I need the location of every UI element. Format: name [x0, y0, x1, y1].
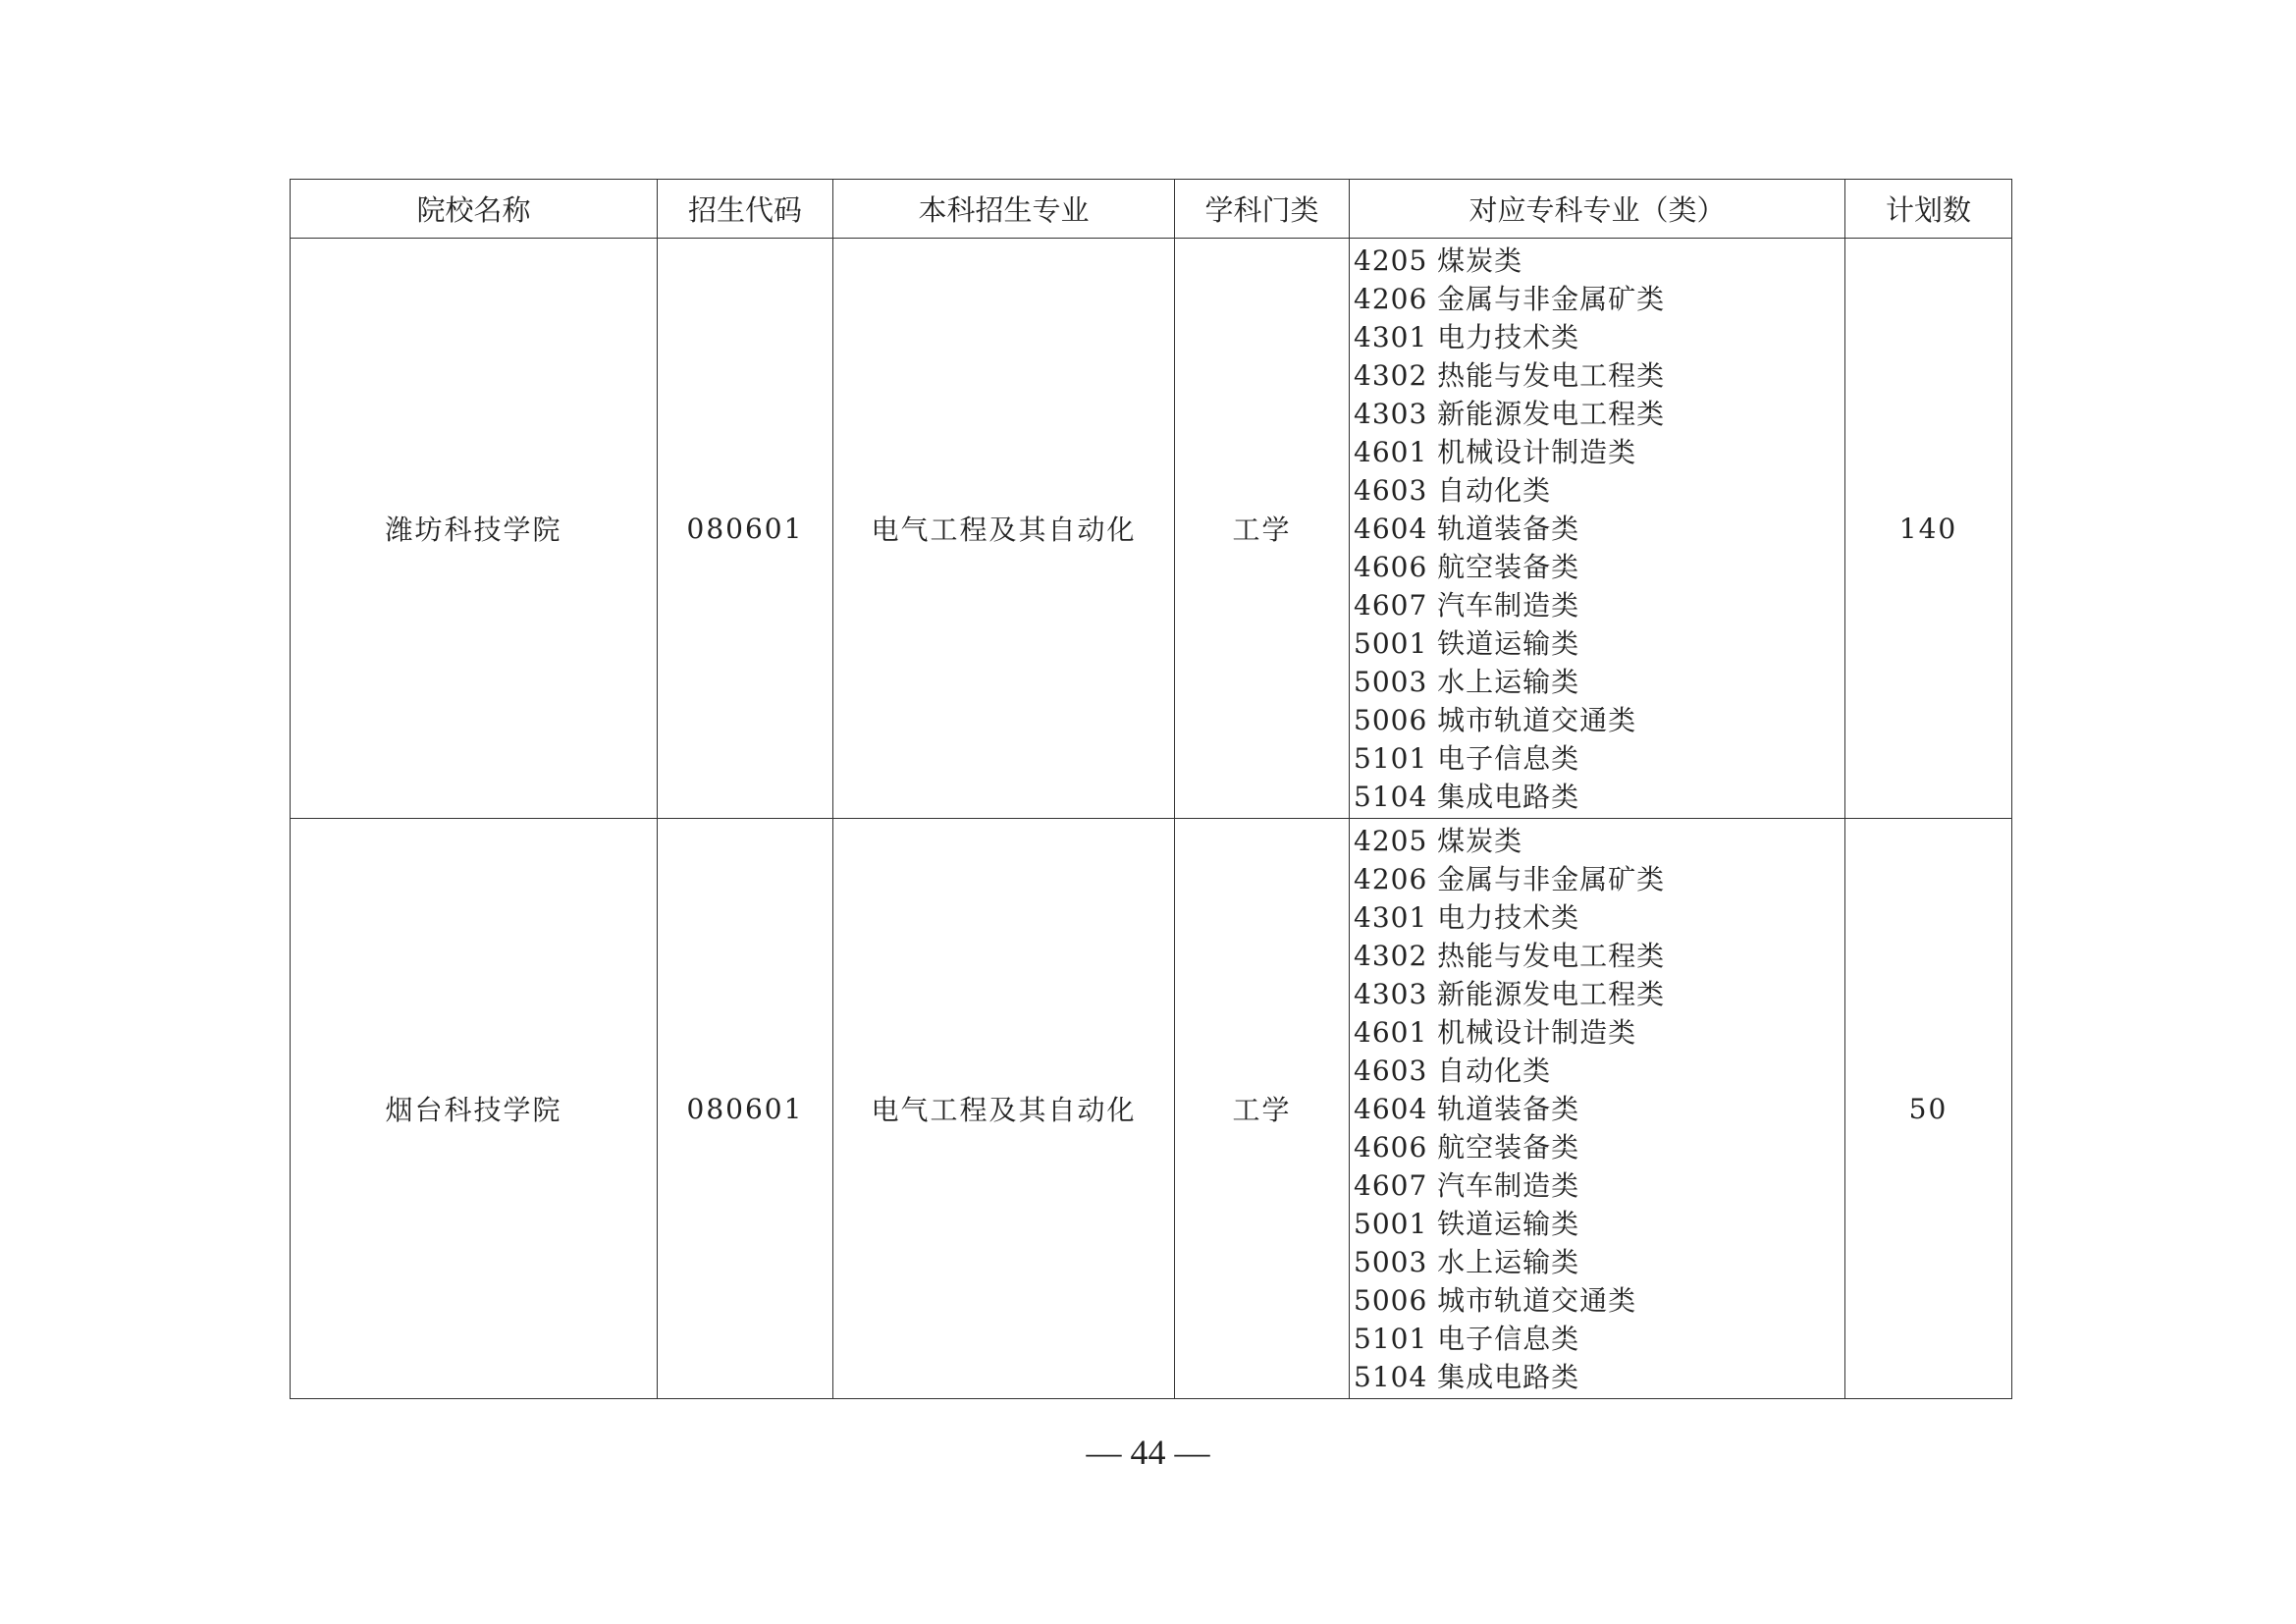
related-major-item: 5006 城市轨道交通类 — [1354, 704, 1637, 736]
table-header-row — [291, 180, 2012, 239]
related-major-item: 4206 金属与非金属矿类 — [1354, 283, 1666, 315]
related-major-item: 4604 轨道装备类 — [1354, 513, 1580, 545]
related-majors-cell — [1350, 239, 1845, 819]
table-row — [291, 239, 2012, 819]
related-major-item: 4302 热能与发电工程类 — [1354, 359, 1666, 392]
school-name-cell: 潍坊科技学院 — [291, 239, 658, 819]
related-major-item: 4205 煤炭类 — [1354, 244, 1523, 277]
plan-count-cell: 140 — [1845, 239, 2012, 819]
related-major-item: 4607 汽车制造类 — [1354, 1169, 1580, 1202]
header-discipline-category: 学科门类 — [1175, 180, 1350, 239]
header-school-name: 院校名称 — [291, 180, 658, 239]
enrollment-code-cell: 080601 — [658, 819, 833, 1399]
plan-count-cell: 50 — [1845, 819, 2012, 1399]
header-enrollment-code: 招生代码 — [658, 180, 833, 239]
related-major-item: 5001 铁道运输类 — [1354, 1208, 1580, 1240]
related-major-item: 4301 电力技术类 — [1354, 901, 1580, 934]
page-number: — 44 — — [1086, 1433, 1210, 1472]
related-major-item: 5101 电子信息类 — [1354, 742, 1580, 775]
related-major-item: 5006 城市轨道交通类 — [1354, 1284, 1637, 1317]
related-major-item: 4601 机械设计制造类 — [1354, 436, 1637, 468]
related-major-item: 5003 水上运输类 — [1354, 1246, 1580, 1278]
enrollment-code-cell: 080601 — [658, 239, 833, 819]
related-major-item: 4606 航空装备类 — [1354, 1131, 1580, 1164]
related-major-item: 4603 自动化类 — [1354, 1055, 1552, 1087]
related-major-item: 4607 汽车制造类 — [1354, 589, 1580, 622]
related-majors-cell — [1350, 819, 1845, 1399]
related-major-item: 4303 新能源发电工程类 — [1354, 398, 1666, 430]
header-plan-count: 计划数 — [1845, 180, 2012, 239]
related-major-item: 4601 机械设计制造类 — [1354, 1016, 1637, 1049]
related-major-item: 4303 新能源发电工程类 — [1354, 978, 1666, 1010]
related-major-item: 5104 集成电路类 — [1354, 781, 1580, 813]
undergrad-major-cell: 电气工程及其自动化 — [833, 819, 1175, 1399]
discipline-category-cell: 工学 — [1175, 819, 1350, 1399]
related-major-item: 4604 轨道装备类 — [1354, 1093, 1580, 1125]
related-major-item: 4301 电力技术类 — [1354, 321, 1580, 353]
related-major-item: 4205 煤炭类 — [1354, 825, 1523, 857]
related-major-item: 4603 自动化类 — [1354, 474, 1552, 507]
enrollment-plan-table — [290, 179, 2012, 1399]
related-major-item: 4302 热能与发电工程类 — [1354, 940, 1666, 972]
related-major-item: 4206 金属与非金属矿类 — [1354, 863, 1666, 895]
related-major-item: 5101 电子信息类 — [1354, 1323, 1580, 1355]
header-undergrad-major: 本科招生专业 — [833, 180, 1175, 239]
school-name-cell: 烟台科技学院 — [291, 819, 658, 1399]
undergrad-major-cell: 电气工程及其自动化 — [833, 239, 1175, 819]
header-related-majors: 对应专科专业（类） — [1350, 180, 1845, 239]
related-major-item: 5104 集成电路类 — [1354, 1361, 1580, 1393]
related-major-item: 5001 铁道运输类 — [1354, 627, 1580, 660]
table-row — [291, 819, 2012, 1399]
discipline-category-cell: 工学 — [1175, 239, 1350, 819]
related-major-item: 4606 航空装备类 — [1354, 551, 1580, 583]
related-major-item: 5003 水上运输类 — [1354, 666, 1580, 698]
